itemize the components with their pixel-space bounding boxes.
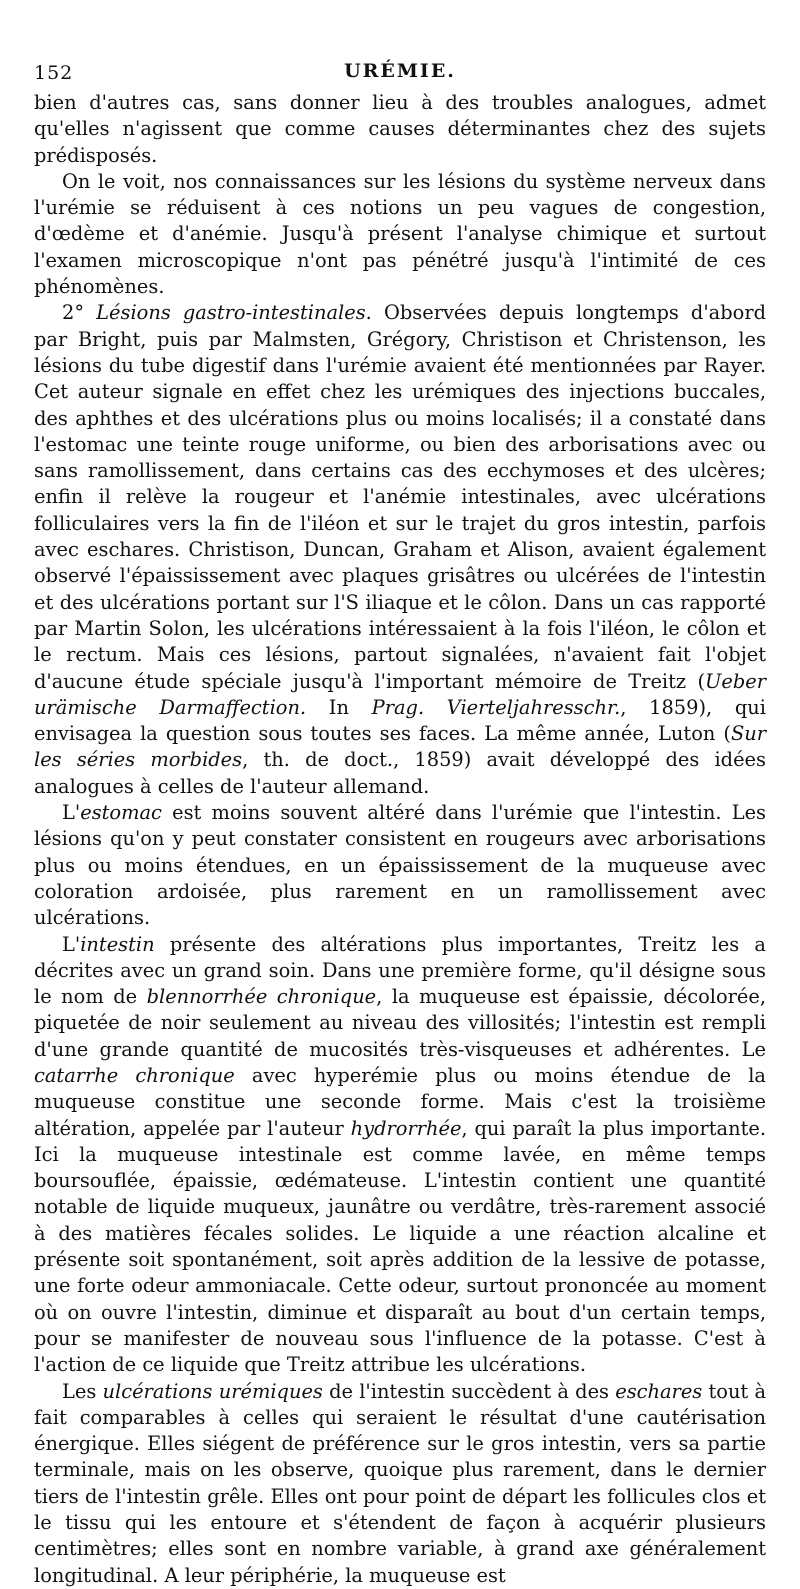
text-run: 2° [62,301,97,325]
text-run: , th. de doct., 1859) avait développé des idées analogues à celles de l'auteur allemand. [34,748,766,798]
italic-run: intestin [80,932,155,956]
italic-run: Sur les séries morbides [34,722,766,772]
paragraph-continuation [34,90,766,169]
text-run: , 1859), qui envisagea la question sous toutes ses faces. La même année, Luton ( [34,695,766,746]
text-run: avec hyperémie plus ou moins étendue de la muqueuse constitue une seconde forme. Mais c'est la troisième altération, appelée par l'auteur [34,1063,766,1140]
italic-run: catarrhe chronique [34,1063,235,1087]
text-run: Les [62,1379,103,1403]
italic-run: blennorrhée chronique [146,985,377,1009]
text-run: de l'intestin succèdent à des [322,1379,616,1403]
text-run: On le voit, nos connaissances sur les lésions du système nerveux dans l'urémie se réduisent à ces notions un peu vagues de congestion, d'œdème et d'anémie. Jusqu'à présent l'analyse chimique et surtout l'examen microscopique n'ont pas pénétré jusqu'à l'intimité de ces phénomènes. [34,169,766,299]
text-run: Observées depuis longtemps d'abord par Bright, puis par Malmsten, Grégory, Christison et Christenson, les lésions du tube digestif dans l'urémie avaient été mentionnées par Rayer. Cet auteur signale en effet chez les urémiques des injections buccales, des aphthes et des ulcérations plus ou moins localisés; il a constaté dans l'estomac une teinte rouge uniforme, ou bien des arborisations avec ou sans ramollissement, dans certains cas des ecchymoses et des ulcères; enfin il relève la rougeur et l'anémie intestinales, avec ulcérations folliculaires vers la fin de l'iléon et sur le trajet du gros intestin, parfois avec eschares. Christison, Duncan, Graham et Alison, avaient également observé l'épaississement avec plaques grisâtres ou ulcérées de l'intestin et des ulcérations portant sur l'S iliaque et le côlon. Dans un cas rapporté par Martin Solon, les ulcérations intéressaient à la fois l'iléon, le côlon et le rectum. Mais ces lésions, partout signalées, n'avaient fait l'objet d'aucune étude spéciale jusqu'à l'important mémoire de Treitz ( [34,301,766,693]
running-title: URÉMIE. [344,60,456,82]
italic-run: ulcérations urémiques [102,1379,323,1403]
body-text [34,90,766,1589]
text-run: , la muqueuse est épaissie, décolorée, piquetée de noir seulement au niveau des villosités; l'intestin est rempli d'une grande quantité de mucosités très-visqueuses et adhérentes. Le [34,985,766,1061]
text-run: L' [62,801,81,825]
paragraph-nervous-system-summary [34,169,766,300]
italic-run: Prag. Vierteljahresschr. [371,695,621,719]
paragraph-gastrointestinal-lesions [34,300,766,800]
text-run: tout à fait comparables à celles qui seraient le résultat d'une cautérisation énergique. Elles siégent de préférence sur le gros intestin, vers sa partie terminale, mais on les observe, quoique plus rarement, dans le dernier tiers de l'intestin grêle. Elles ont pour point de départ les follicules clos et le tissu qui les entoure et s'étendent de façon à acquérir plusieurs centimètres; elles sont en nombre variable, à grand axe généralement longitudinal. A leur périphérie, la muqueuse est [34,1379,767,1587]
italic-run: hydrorrhée [350,1116,462,1140]
text-run: In [306,695,372,719]
paragraph-stomach [34,800,766,931]
italic-run: Lésions gastro-intestinales. [96,301,372,325]
italic-run: estomac [80,801,162,825]
paragraph-uremic-ulcerations [34,1379,766,1589]
page-number: 152 [34,62,74,84]
text-run: bien d'autres cas, sans donner lieu à des troubles analogues, admet qu'elles n'agissent que comme causes déterminantes chez des sujets prédisposés. [34,91,766,167]
text-run: L' [62,932,81,956]
text-run: , qui paraît la plus importante. Ici la muqueuse intestinale est comme lavée, en même temps boursouflée, épaissie, œdémateuse. L'intestin contient une quantité notable de liquide muqueux, jaunâtre ou verdâtre, très-rarement associé à des matières fécales solides. Le liquide a une réaction alcaline et présente soit spontanément, soit après addition de la lessive de potasse, une forte odeur ammoniacale. Cette odeur, surtout prononcée au moment où on ouvre l'intestin, diminue et disparaît au bout d'un certain temps, pour se manifester de nouveau sous l'influence de la potasse. C'est à l'action de ce liquide que Treitz attribue les ulcérations. [34,1116,766,1377]
text-run: présente des altérations plus importantes, Treitz les a décrites avec un grand soin. Dans une première forme, qu'il désigne sous le nom de [34,932,766,1009]
italic-run: eschares [615,1379,703,1403]
italic-run: Ueber urämische Darmaffection. [34,669,766,719]
text-run: est moins souvent altéré dans l'urémie que l'intestin. Les lésions qu'on y peut constater consistent en rougeurs avec arborisations plus ou moins étendues, en un épaississement de la muqueuse avec coloration ardoisée, plus rarement en un ramollissement avec ulcérations. [34,801,766,930]
running-head [34,50,766,90]
paragraph-intestine [34,932,766,1379]
